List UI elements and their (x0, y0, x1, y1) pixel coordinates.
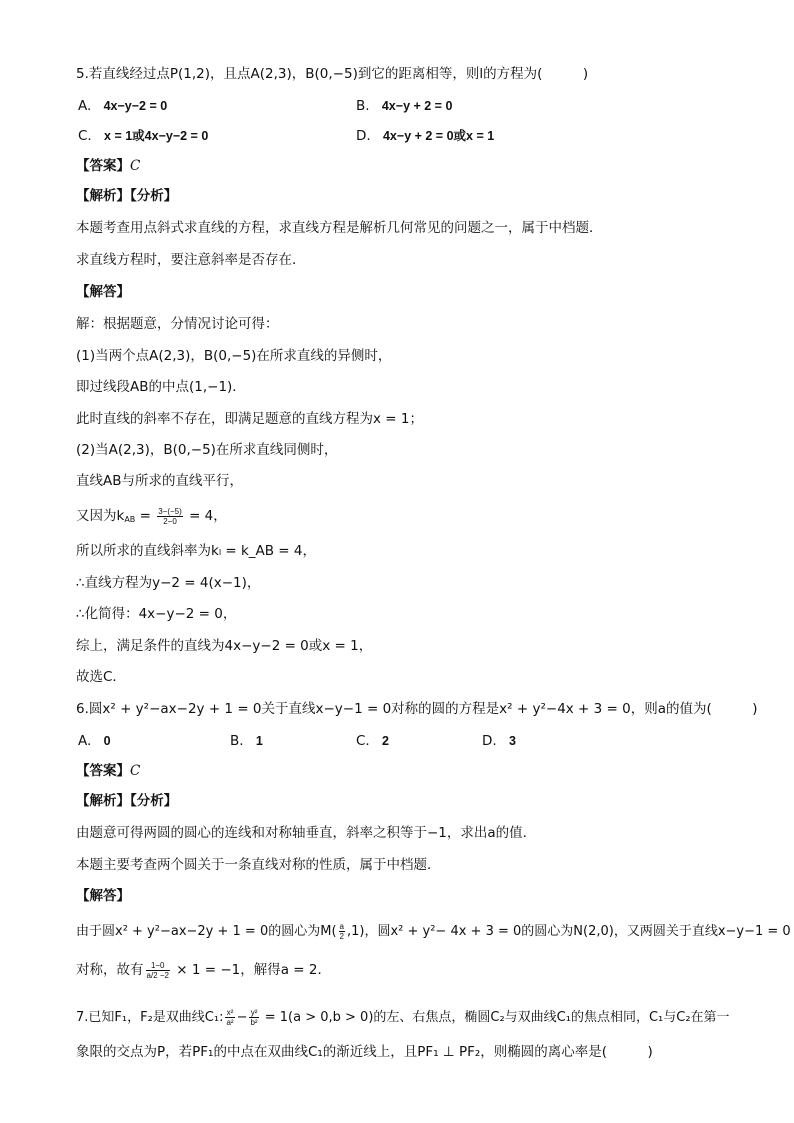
q7-stem-line-2: 象限的交点为P，若PF₁的中点在双曲线C₁的渐近线上，且PF₁ ⊥ PF₂，则椭圆的离心率是( ) (76, 1044, 653, 1060)
center-x-fraction (339, 922, 345, 941)
fraction-numerator: x² (226, 1008, 234, 1017)
q6-solution-tag: 【解答】 (76, 888, 130, 904)
option-label: B. (356, 98, 370, 114)
q5-option-c (78, 126, 208, 146)
q5-conclusion: 故选C． (76, 669, 126, 685)
fraction-denominator: a² (226, 1018, 234, 1027)
q5-option-a (78, 96, 167, 116)
option-text: 4x−y + 2 = 0 (381, 99, 453, 113)
answer-value: C (130, 158, 141, 174)
option-text: x = 1或4x−y−2 = 0 (104, 129, 209, 143)
solution-text: 由于圆x² + y²−ax−2y + 1 = 0的圆心为M( (76, 924, 337, 939)
fraction-denominator: a/2 −2 (146, 970, 169, 980)
option-text: 2 (382, 734, 389, 748)
slope-prefix: 又因为k (76, 508, 125, 524)
option-label: B. (230, 733, 244, 749)
option-label: A. (78, 733, 92, 749)
q5-option-b (356, 96, 452, 116)
option-label: C. (78, 128, 92, 144)
q6-analysis-line-2: 本题主要考查两个圆关于一条直线对称的性质，属于中档题． (76, 857, 441, 873)
q5-solution-line-1: 解：根据题意，分情况讨论可得： (76, 316, 279, 332)
answer-tag: 【答案】 (76, 763, 130, 779)
q6-option-b (230, 731, 263, 751)
q6-option-a (78, 731, 111, 751)
q5-solution-line-5: (2)当A(2,3)，B(0,−5)在所求直线同侧时， (76, 442, 338, 458)
option-text: 0 (103, 734, 111, 748)
q5-stem: 5.若直线经过点P(1,2)，且点A(2,3)，B(0,−5)到它的距离相等，则l的方程为( ) (76, 66, 589, 82)
slope-denominator: 2−0 (163, 516, 177, 526)
q5-solution2-line-1: 所以所求的直线斜率为kₗ = k_AB = 4， (76, 543, 317, 559)
q5-slope-line (76, 506, 754, 530)
fraction-numerator: y² (250, 1008, 258, 1017)
q5-solution-line-2: (1)当两个点A(2,3)，B(0,−5)在所求直线的异侧时， (76, 348, 392, 364)
y-term-fraction (249, 1008, 258, 1027)
q6-solution-line-1 (76, 922, 791, 942)
stem-text: = 1(a > 0,b > 0)的左、右焦点，椭圆C₂与双曲线C₁的焦点相同，C₁与C₂在第一 (260, 1010, 730, 1025)
option-label: A. (78, 98, 92, 114)
solution-text: × 1 = −1，解得a = 2． (171, 962, 332, 978)
slope-subscript: AB (124, 515, 136, 524)
q5-solution-line-3: 即过线段AB的中点(1,−1)． (76, 379, 246, 395)
q5-solution-tag: 【解答】 (76, 284, 130, 300)
answer-tag: 【答案】 (76, 158, 130, 174)
q6-answer (76, 761, 754, 781)
option-text: 4x−y + 2 = 0或x = 1 (382, 129, 495, 143)
q5-answer (76, 156, 754, 176)
fraction-numerator: a (339, 922, 344, 931)
stem-text: 7.已知F₁，F₂是双曲线C₁: (76, 1010, 224, 1025)
q5-solution2-line-3: ∴化简得：4x−y−2 = 0， (76, 606, 237, 622)
answer-value: C (130, 763, 141, 779)
solution-text: ,1)，圆x² + y²− 4x + 3 = 0的圆心为N(2,0)，又两圆关于直线x−y−1 = 0 (346, 924, 791, 939)
fraction-denominator: 2 (339, 932, 344, 941)
slope-result: = 4， (184, 508, 227, 524)
q6-analysis-line-1: 由题意可得两圆的圆心的连线和对称轴垂直，斜率之积等于−1，求出a的值． (76, 825, 537, 841)
slope-fraction (157, 507, 183, 526)
slope-fraction (146, 961, 170, 980)
x-term-fraction (225, 1008, 234, 1027)
fraction-denominator: b² (250, 1018, 258, 1027)
q5-analysis-line-1: 本题考查用点斜式求直线的方程，求直线方程是解析几何常见的问题之一，属于中档题． (76, 220, 603, 236)
q6-option-d (482, 731, 516, 751)
q5-solution-line-6: 直线AB与所求的直线平行， (76, 473, 243, 489)
q6-option-c (356, 731, 389, 751)
q5-solution2-line-4: 综上，满足条件的直线为4x−y−2 = 0或x = 1， (76, 638, 373, 654)
option-label: C. (356, 733, 370, 749)
option-text: 4x−y−2 = 0 (103, 99, 168, 113)
solution-text: 对称，故有 (76, 962, 144, 978)
q6-analysis-tag: 【解析】【分析】 (76, 793, 178, 809)
fraction-numerator: 1−0 (146, 961, 170, 971)
q5-analysis-line-2: 求直线方程时，要注意斜率是否存在． (76, 252, 306, 268)
slope-numerator: 3−(−5) (158, 506, 182, 516)
option-label: D. (356, 128, 371, 144)
minus-sign: − (236, 1010, 248, 1025)
q5-solution-line-4: 此时直线的斜率不存在，即满足题意的直线方程为x = 1； (76, 411, 423, 427)
slope-equals: = (135, 508, 156, 524)
option-text: 1 (255, 734, 263, 748)
q5-solution2-line-2: ∴直线方程为y−2 = 4(x−1)， (76, 575, 261, 591)
q5-analysis-tag: 【解析】【分析】 (76, 188, 178, 204)
q6-stem: 6.圆x² + y²−ax−2y + 1 = 0关于直线x−y−1 = 0对称的圆的方程是x² + y²−4x + 3 = 0，则a的值为( ) (76, 701, 758, 717)
q5-option-d (356, 126, 494, 146)
option-text: 3 (508, 734, 516, 748)
q7-stem-line-1 (76, 1008, 754, 1028)
option-label: D. (482, 733, 497, 749)
q6-solution-line-2 (76, 960, 754, 980)
